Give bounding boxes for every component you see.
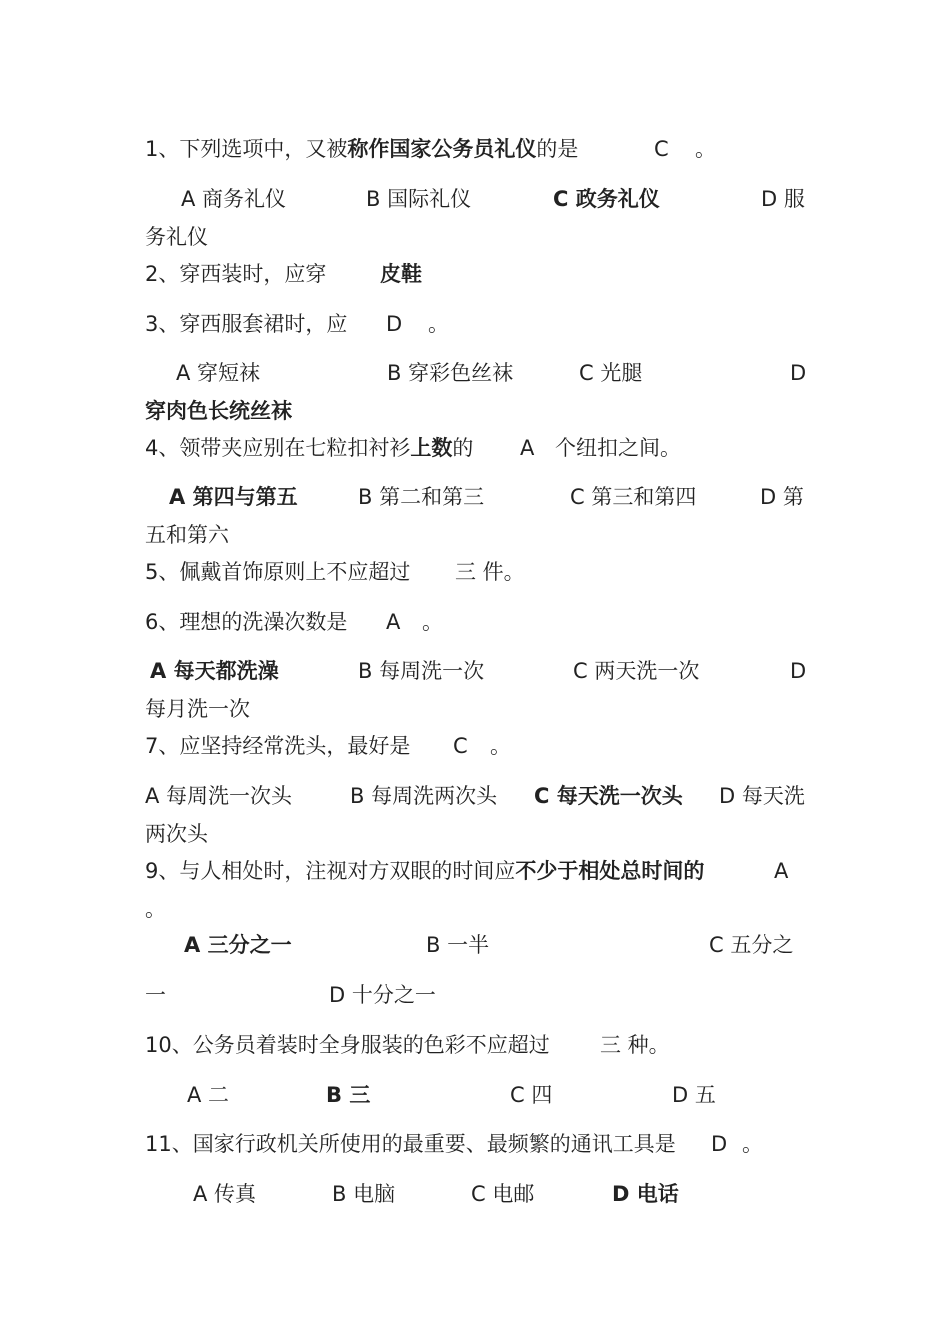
question-4-option-b: B 第二和第三 — [358, 485, 485, 509]
question-1-answer: C — [654, 137, 669, 161]
question-7-option-d: D 每天洗 — [719, 784, 805, 808]
question-4-option-d: D 第 — [760, 485, 804, 509]
question-7-option-b: B 每周洗两次头 — [350, 784, 498, 808]
question-7: 7、应坚持经常洗头，最好是 — [145, 734, 411, 758]
question-7-answer: C — [453, 734, 468, 758]
question-9-option-b: B 一半 — [426, 933, 490, 957]
question-1-prefix: 1、下列选项中，又被 — [145, 137, 348, 161]
question-1-key-phrase: 称作国家公务员礼仪 — [347, 137, 537, 161]
question-9 — [145, 857, 704, 885]
question-6-option-d-cont: 每月洗一次 — [145, 697, 250, 721]
question-11-option-c: C 电邮 — [471, 1182, 535, 1206]
question-4-mid: 的 — [452, 436, 474, 460]
question-7-option-c: C 每天洗一次头 — [534, 784, 683, 808]
question-7-option-a: A 每周洗一次头 — [145, 784, 293, 808]
question-9-prefix: 9、与人相处时，注视对方双眼的时间应 — [145, 859, 516, 883]
question-4-prefix: 4、领带夹应别在七粒扣衬衫 — [145, 436, 411, 460]
question-3-option-b: B 穿彩色丝袜 — [387, 361, 514, 385]
question-9-answer: A — [774, 859, 789, 883]
question-4-option-d-cont: 五和第六 — [145, 523, 229, 547]
question-11-end: 。 — [742, 1132, 763, 1156]
question-4 — [145, 434, 473, 462]
question-6-answer: A — [386, 610, 401, 634]
question-3-option-d: D — [790, 361, 807, 385]
question-9-end: 。 — [145, 897, 166, 921]
question-6-option-a: A 每天都洗澡 — [150, 659, 279, 683]
question-11-option-a: A 传真 — [193, 1182, 257, 1206]
question-1-option-c: C 政务礼仪 — [553, 187, 660, 211]
question-6-option-d: D — [790, 659, 807, 683]
question-4-key-phrase: 上数 — [410, 436, 453, 460]
question-1-option-d-cont: 务礼仪 — [145, 225, 208, 249]
question-10-option-a: A 二 — [187, 1083, 230, 1107]
question-4-suffix: 个纽扣之间。 — [555, 436, 681, 460]
question-2: 2、穿西装时，应穿 — [145, 262, 327, 286]
question-4-answer: A — [520, 436, 535, 460]
question-7-end: 。 — [490, 734, 511, 758]
question-1-end: 。 — [695, 137, 716, 161]
question-2-answer: 皮鞋 — [380, 262, 422, 286]
question-10-answer: 三 种。 — [600, 1033, 670, 1057]
question-1 — [145, 135, 578, 163]
question-4-option-c: C 第三和第四 — [570, 485, 697, 509]
question-9-option-d: D 十分之一 — [329, 983, 436, 1007]
question-5-answer: 三 件。 — [455, 560, 525, 584]
question-5: 5、佩戴首饰原则上不应超过 — [145, 560, 411, 584]
question-6: 6、理想的洗澡次数是 — [145, 610, 348, 634]
question-9-option-a: A 三分之一 — [184, 933, 292, 957]
question-3-end: 。 — [428, 312, 449, 336]
question-9-key-phrase: 不少于相处总时间的 — [515, 859, 705, 883]
question-3-option-d-cont: 穿肉色长统丝袜 — [145, 399, 292, 423]
question-1-option-a: A 商务礼仪 — [181, 187, 287, 211]
question-1-option-d: D 服 — [761, 187, 805, 211]
question-6-option-b: B 每周洗一次 — [358, 659, 485, 683]
question-3: 3、穿西服套裙时，应 — [145, 312, 348, 336]
question-1-suffix: 的是 — [536, 137, 579, 161]
question-11-answer: D — [711, 1132, 728, 1156]
question-11-option-d: D 电话 — [612, 1182, 679, 1206]
question-4-option-a: A 第四与第五 — [169, 485, 298, 509]
question-10-option-d: D 五 — [672, 1083, 716, 1107]
question-1-option-b: B 国际礼仪 — [366, 187, 472, 211]
question-7-option-d-cont: 两次头 — [145, 822, 208, 846]
question-6-option-c: C 两天洗一次 — [573, 659, 700, 683]
question-9-option-c-cont: 一 — [145, 983, 166, 1007]
question-3-option-c: C 光腿 — [579, 361, 643, 385]
question-6-end: 。 — [422, 610, 443, 634]
question-3-answer: D — [386, 312, 403, 336]
question-10-option-b: B 三 — [326, 1083, 371, 1107]
question-11-option-b: B 电脑 — [332, 1182, 396, 1206]
question-10-option-c: C 四 — [510, 1083, 553, 1107]
question-11: 11、国家行政机关所使用的最重要、最频繁的通讯工具是 — [145, 1132, 676, 1156]
question-9-option-c: C 五分之 — [709, 933, 794, 957]
question-10: 10、公务员着装时全身服装的色彩不应超过 — [145, 1033, 550, 1057]
question-3-option-a: A 穿短袜 — [176, 361, 261, 385]
